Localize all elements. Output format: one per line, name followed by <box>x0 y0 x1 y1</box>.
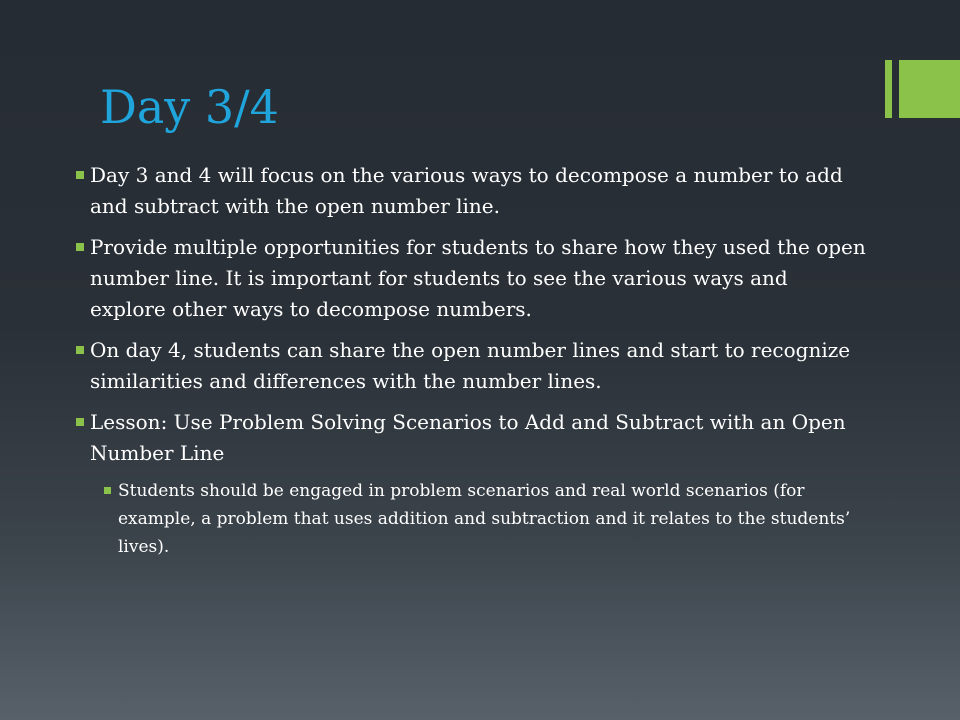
bullet-item <box>76 335 866 397</box>
bullet-item <box>76 160 866 222</box>
sub-bullet-text: Students should be engaged in problem scenarios and real world scenarios (for example, a problem that uses addition and subtraction and it relates to the students’ lives). <box>118 481 851 557</box>
square-bullet-icon <box>76 243 84 251</box>
square-bullet-icon <box>104 487 111 494</box>
square-bullet-icon <box>76 418 84 426</box>
sub-bullet-item <box>90 477 866 561</box>
accent-bar-thick <box>899 60 960 118</box>
sub-bullet-list <box>90 477 866 561</box>
bullet-item <box>76 232 866 325</box>
bullet-list <box>76 160 866 561</box>
accent-bar-thin <box>885 60 892 118</box>
slide-title: Day 3/4 <box>100 80 279 134</box>
bullet-text: Day 3 and 4 will focus on the various ways to decompose a number to add and subtract with the open number line. <box>90 163 843 218</box>
bullet-text: On day 4, students can share the open number lines and start to recognize similarities and differences with the number lines. <box>90 338 851 393</box>
slide-content <box>76 160 866 571</box>
bullet-text: Provide multiple opportunities for students to share how they used the open number line. It is important for students to see the various ways and explore other ways to decompose numbers. <box>90 235 866 321</box>
square-bullet-icon <box>76 346 84 354</box>
bullet-text: Lesson: Use Problem Solving Scenarios to Add and Subtract with an Open Number Line <box>90 410 846 465</box>
square-bullet-icon <box>76 171 84 179</box>
bullet-item <box>76 407 866 561</box>
